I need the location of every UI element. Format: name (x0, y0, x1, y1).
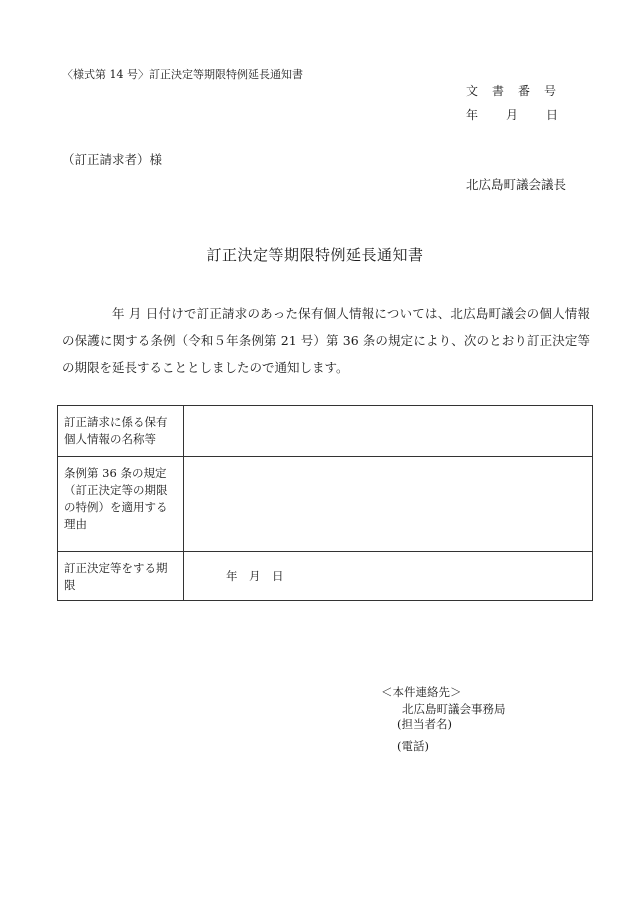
date-year: 年 (466, 108, 479, 122)
deadline-date: 年 月 日 (226, 569, 284, 583)
row-value (184, 457, 593, 552)
document-number-label: 文書番号 (466, 84, 571, 98)
document-date (466, 106, 558, 123)
date-day: 日 (546, 108, 559, 122)
contact-phone: (電話) (397, 739, 429, 753)
contact-header: ＜本件連絡先＞ (381, 685, 462, 699)
body-paragraph: 年 月 日付けで訂正請求のあった保有個人情報については、北広島町議会の個人情報の保護に関する条例（令和５年条例第 21 号）第 36 条の規定により、次のとおり訂正決定等の期限を延長することとしましたので通知します。 (62, 306, 590, 375)
sender: 北広島町議会議長 (466, 177, 567, 192)
form-number-label: 〈様式第 14 号〉訂正決定等期限特例延長通知書 (62, 68, 303, 81)
document-title: 訂正決定等期限特例延長通知書 (206, 246, 424, 264)
row-label: 訂正請求に係る保有個人情報の名称等 (58, 406, 184, 457)
table-row (58, 552, 593, 601)
info-table (57, 405, 593, 601)
row-label: 訂正決定等をする期限 (58, 552, 184, 601)
table-row (58, 457, 593, 552)
date-month: 月 (506, 108, 519, 122)
row-value (184, 406, 593, 457)
contact-office: 北広島町議会事務局 (402, 702, 506, 716)
addressee: （訂正請求者）様 (62, 152, 163, 167)
table-row (58, 406, 593, 457)
row-value (184, 552, 593, 601)
row-label: 条例第 36 条の規定（訂正決定等の期限の特例）を適用する理由 (58, 457, 184, 552)
contact-person: (担当者名) (397, 717, 452, 731)
